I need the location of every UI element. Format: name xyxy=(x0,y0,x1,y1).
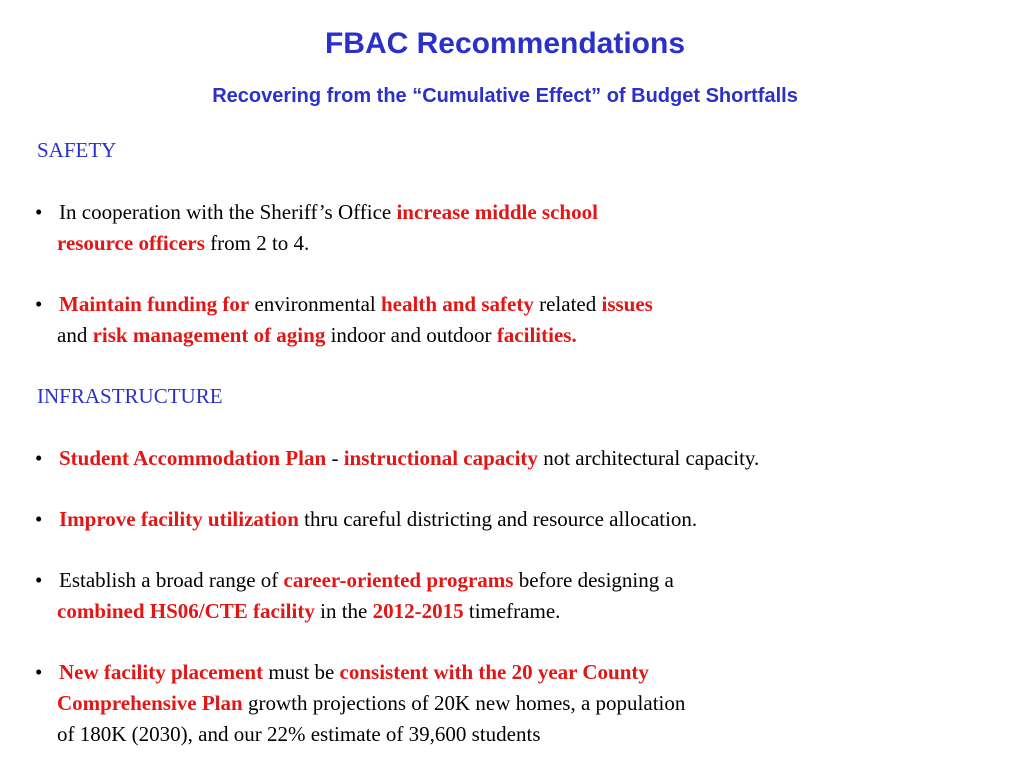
infra-item-3-highlight-b: career-oriented programs xyxy=(283,568,514,592)
infra-item-3-highlight-d: combined HS06/CTE facility xyxy=(57,599,315,623)
infra-item-3-highlight-f: 2012-2015 xyxy=(372,599,464,623)
infra-item-4-highlight-c: consistent with the 20 year County xyxy=(339,660,649,684)
infra-item-4-highlight-a: New facility placement xyxy=(59,660,264,684)
page-title: FBAC Recommendations xyxy=(324,27,686,60)
bullet-icon: • xyxy=(35,507,43,531)
infra-item-1-highlight-a: Student Accommodation Plan xyxy=(59,446,327,470)
section-heading-infrastructure: INFRASTRUCTURE xyxy=(37,384,223,408)
safety-item-1-text: In cooperation with the Sheriff’s Office xyxy=(59,200,397,224)
infra-item-4-text-b: must be xyxy=(263,660,340,684)
infra-item-3-text-g: timeframe. xyxy=(463,599,561,623)
safety-item-2-cont xyxy=(57,322,577,348)
safety-item-2 xyxy=(35,291,653,317)
infrastructure-item-2 xyxy=(35,506,697,532)
infra-item-4-text-e: growth projections of 20K new homes, a population xyxy=(242,691,686,715)
bullet-icon: • xyxy=(35,660,43,684)
infrastructure-item-3 xyxy=(35,567,674,593)
infrastructure-item-1 xyxy=(35,445,759,471)
safety-item-2-text-f: and xyxy=(57,323,93,347)
infra-item-1-text-d: not architectural capacity. xyxy=(537,446,760,470)
infra-item-4-text-f: of 180K (2030), and our 22% estimate of 39,600 students xyxy=(57,722,541,746)
infra-item-4-highlight-d: Comprehensive Plan xyxy=(57,691,243,715)
safety-item-2-highlight-c: health and safety xyxy=(381,292,534,316)
bullet-icon: • xyxy=(35,200,43,224)
infra-item-1-text-b: - xyxy=(326,446,344,470)
bullet-icon: • xyxy=(35,568,43,592)
safety-item-1-cont xyxy=(57,230,309,256)
infrastructure-item-4-cont-2 xyxy=(57,721,541,747)
safety-item-1-text-2: from 2 to 4. xyxy=(204,231,310,255)
bullet-icon: • xyxy=(35,292,43,316)
safety-item-2-text-d: related xyxy=(533,292,602,316)
safety-item-2-highlight-g: risk management of aging xyxy=(92,323,326,347)
safety-item-1-highlight: increase middle school xyxy=(396,200,598,224)
infrastructure-item-3-cont xyxy=(57,598,560,624)
section-heading-safety: SAFETY xyxy=(37,138,117,162)
safety-item-2-text-b: environmental xyxy=(249,292,381,316)
infrastructure-item-4 xyxy=(35,659,649,685)
infra-item-3-text-a: Establish a broad range of xyxy=(59,568,284,592)
page-subtitle: Recovering from the “Cumulative Effect” of Budget Shortfalls xyxy=(212,85,798,107)
safety-item-1 xyxy=(35,199,598,225)
infra-item-3-text-c: before designing a xyxy=(513,568,674,592)
infra-item-2-text-b: thru careful districting and resource allocation. xyxy=(298,507,698,531)
infra-item-3-text-e: in the xyxy=(314,599,373,623)
safety-item-2-highlight-a: Maintain funding for xyxy=(59,292,250,316)
infrastructure-item-4-cont xyxy=(57,690,685,716)
infra-item-1-highlight-c: instructional capacity xyxy=(343,446,538,470)
safety-item-1-highlight-2: resource officers xyxy=(57,231,205,255)
bullet-icon: • xyxy=(35,446,43,470)
safety-item-2-text-h: indoor and outdoor xyxy=(325,323,497,347)
safety-item-2-highlight-e: issues xyxy=(601,292,653,316)
safety-item-2-highlight-i: facilities. xyxy=(496,323,577,347)
infra-item-2-highlight-a: Improve facility utilization xyxy=(59,507,299,531)
